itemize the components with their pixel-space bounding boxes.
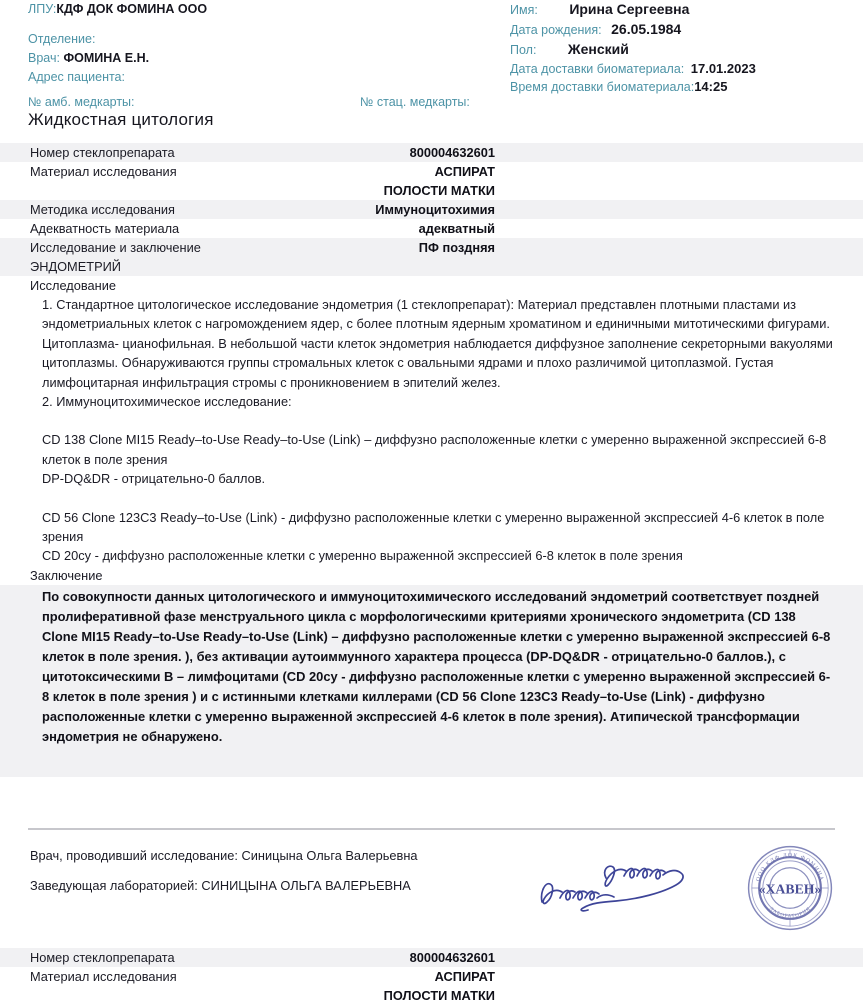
svg-text:ООО КДФ ДОК ФОМИНА: ООО КДФ ДОК ФОМИНА [755, 852, 825, 883]
table-row [0, 143, 863, 162]
row-value: адекватный [418, 221, 495, 236]
birth-date-label: Дата рождения: [510, 23, 602, 37]
row-value: ПОЛОСТИ МАТКИ [383, 988, 495, 1003]
birth-date-value: 26.05.1984 [611, 21, 682, 37]
row-value: ПФ поздняя [418, 240, 495, 255]
row-value: 800004632601 [409, 145, 495, 160]
sex-line [510, 40, 860, 60]
table-row [0, 200, 863, 219]
row-value: АСПИРАТ [434, 164, 495, 179]
lab-head-label: Заведующая лабораторией: [30, 878, 198, 893]
performing-doctor-name: Синицына Ольга Валерьевна [241, 848, 418, 863]
marker-cd56: CD 56 Clone 123C3 Ready–to-Use (Link) - диффузно расположенные клетки с умеренно выраженной экспрессией 4-6 клеток в поле зрения [42, 509, 825, 545]
facility-value: КДФ ДОК ФОМИНА ООО [56, 2, 208, 16]
document-title: Жидкостная цитология [28, 110, 214, 129]
section-divider [28, 828, 835, 830]
conclusion-text: По совокупности данных цитологического и иммуноцитохимического исследований эндометрий соответствует поздней пролиферативной фазе менструального цикла с морфологическими критериями хронического эндометрита (CD 138 Clone MI15 Ready–to-Use Ready–to-Use (Link) – диффузно расположенные клетки с умеренно выраженной экспрессией 6-8 клеток в поле зрения. ), без активации аутоиммунного характера процесса (DP-DQ&DR - отрицательно-0 баллов.), с цитотоксическими В – лимфоцитами (CD 20cy - диффузно расположенные клетки с умеренно выраженной экспрессией 6-8 клеток в поле зрения ) и с истинными клетками киллерами (CD 56 Clone 123C3 Ready–to-Use (Link) - диффузно расположенные клетки с умеренно выраженной экспрессией 4-6 клеток в поле зрения). Атипической трансформации эндометрия не обнаружено. [42, 588, 831, 744]
table-row [0, 181, 863, 200]
round-seal-stamp-icon [744, 842, 836, 934]
svg-text:ЛАБОРАТОРИЯ: ЛАБОРАТОРИЯ [767, 905, 813, 920]
table-row [0, 948, 863, 967]
header-right-column [510, 0, 860, 96]
department-line [28, 30, 448, 49]
table-row [0, 162, 863, 181]
patient-name-label: Имя: [510, 3, 538, 17]
address-line [28, 68, 448, 87]
organ-band: ЭНДОМЕТРИЙ [0, 257, 863, 276]
delivery-date-value: 17.01.2023 [690, 61, 756, 76]
footer-repeat-table [0, 948, 863, 1005]
performing-doctor-label: Врач, проводивший исследование: [30, 848, 238, 863]
research-body [0, 295, 863, 566]
row-value: 800004632601 [409, 950, 495, 965]
delivery-date-line [510, 60, 860, 78]
table-row [0, 219, 863, 238]
row-key: Адекватность материала [30, 221, 180, 236]
marker-cd20cy: CD 20cy - диффузно расположенные клетки с умеренно выраженной экспрессией 6-8 клеток в поле зрения [42, 548, 683, 564]
patient-header [0, 0, 863, 112]
amb-card-label: № амб. медкарты: [28, 95, 135, 109]
conclusion-block [0, 585, 863, 777]
marker-dpdqdr: DP-DQ&DR - отрицательно-0 баллов. [42, 471, 266, 487]
row-value: Иммуноцитохимия [375, 202, 495, 217]
body-spacer [42, 489, 841, 508]
stac-card-line [360, 93, 470, 112]
conclusion-section-label: Заключение [0, 566, 863, 585]
research-paragraph-1: 1. Стандартное цитологическое исследование эндометрия (1 стеклопрепарат): Материал представлен плотными пластами из эндометриальных клеток с нагромождением ядер, с более плотным ядерным хроматином и единичными митотическими фигурами. Цитоплазма- цианофильная. В небольшой части клеток эндометрия наблюдается диффузное заполнение секреторными вакуолями цитоплазмы. Обнаруживаются группы стромальных клеток с овальными ядрами и плохо различимой цитоплазмой. Густая лимфоцитарная инфильтрация стромы с проникновением в эпителий желез. [42, 297, 833, 390]
facility-label: ЛПУ: [28, 2, 57, 16]
sex-value: Женский [567, 41, 629, 57]
delivery-time-line [510, 78, 860, 96]
sex-label: Пол: [510, 43, 537, 57]
lab-head-line [30, 878, 411, 893]
doctor-label: Врач: [28, 51, 60, 65]
row-key: Методика исследования [30, 202, 175, 217]
row-value: ПОЛОСТИ МАТКИ [383, 183, 495, 198]
department-label: Отделение: [28, 32, 96, 46]
stamp-center-text: «ХАВЕН» [758, 881, 822, 897]
table-row [0, 986, 863, 1005]
row-key: Исследование и заключение [30, 240, 201, 255]
birth-date-line [510, 20, 860, 40]
patient-name-value: Ирина Сергеевна [569, 1, 690, 17]
table-row [0, 238, 863, 257]
row-key: Номер стеклопрепарата [30, 145, 175, 160]
row-key: Материал исследования [30, 969, 177, 984]
row-value: АСПИРАТ [434, 969, 495, 984]
delivery-time-value: 14:25 [694, 79, 728, 94]
performing-doctor-line [30, 848, 418, 863]
lab-head-name: СИНИЦЫНА ОЛЬГА ВАЛЕРЬЕВНА [201, 878, 411, 893]
handwritten-signature-icon [536, 858, 696, 918]
doctor-value: ФОМИНА Е.Н. [63, 51, 150, 65]
row-key: Номер стеклопрепарата [30, 950, 175, 965]
signature-section [0, 838, 863, 948]
result-summary-table [0, 143, 863, 777]
delivery-date-label: Дата доставки биоматериала: [510, 62, 685, 76]
marker-cd138: CD 138 Clone MI15 Ready–to-Use Ready–to-Use (Link) – диффузно расположенные клетки с умеренно выраженной экспрессией 6-8 клеток в поле зрения [42, 432, 827, 467]
row-key: Материал исследования [30, 164, 177, 179]
header-gap [28, 19, 448, 30]
table-row [0, 967, 863, 986]
research-paragraph-2: 2. Иммуноцитохимическое исследование: [42, 394, 292, 410]
address-label: Адрес пациента: [28, 70, 125, 84]
stac-card-label: № стац. медкарты: [360, 95, 470, 109]
delivery-time-label: Время доставки биоматериала: [510, 80, 695, 94]
doctor-line [28, 49, 448, 68]
patient-name-line [510, 0, 860, 20]
header-left-column [28, 0, 448, 87]
research-section-label: Исследование [0, 276, 863, 295]
facility-line [28, 0, 448, 19]
body-spacer [42, 411, 841, 430]
